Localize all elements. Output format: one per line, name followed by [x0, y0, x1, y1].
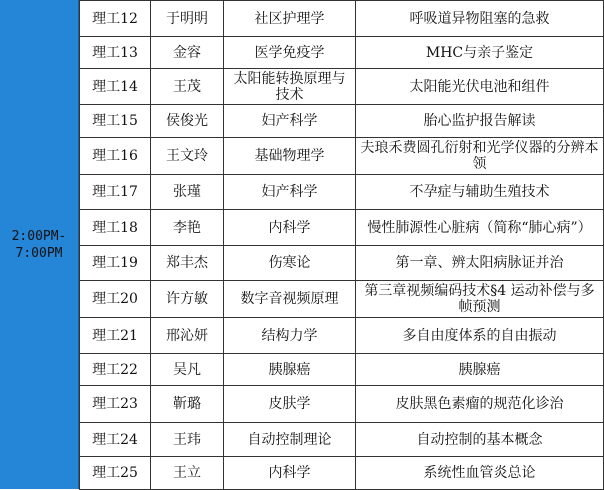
session-id: 理工15	[92, 113, 138, 129]
speaker-name: 张瑾	[173, 184, 201, 200]
speaker-name-cell	[151, 318, 224, 354]
lecture-title-cell	[356, 105, 604, 138]
course-name: 胰腺癌	[268, 361, 311, 378]
lecture-title: 多自由度体系的自由振动	[402, 327, 557, 344]
table-row	[80, 386, 604, 423]
course-name: 伤寒论	[268, 255, 311, 271]
lecture-title: 皮肤黑色素瘤的规范化诊治	[395, 396, 564, 412]
course-name: 内科学	[268, 219, 311, 236]
table-row	[80, 423, 604, 457]
course-name: 结构力学	[261, 327, 318, 344]
table-row	[80, 69, 604, 105]
speaker-name-cell	[151, 210, 224, 246]
lecture-title: MHC与亲子鉴定	[425, 44, 534, 61]
speaker-name: 许方敏	[166, 291, 208, 307]
course-name: 自动控制理论	[247, 431, 332, 448]
course-name-cell	[224, 354, 356, 386]
time-slot-label: 2:00PM- 7:00PM	[11, 229, 67, 261]
session-id-cell	[80, 386, 151, 423]
session-id: 理工21	[92, 327, 138, 344]
speaker-name-cell	[151, 246, 224, 281]
speaker-name: 王茂	[173, 78, 201, 95]
course-name-cell	[224, 423, 356, 457]
session-id-cell	[80, 318, 151, 354]
lecture-title: 自动控制的基本概念	[416, 431, 543, 448]
lecture-title-cell	[356, 1, 604, 37]
session-id-cell	[80, 69, 151, 105]
speaker-name: 郑丰杰	[166, 255, 208, 271]
lecture-title-cell	[356, 386, 604, 423]
lecture-title: 第一章、辨太阳病脉证并治	[395, 255, 564, 271]
session-id: 理工18	[92, 219, 138, 236]
course-name-cell	[224, 281, 356, 318]
speaker-name-cell	[151, 1, 224, 37]
session-id: 理工25	[92, 465, 138, 481]
table-row	[80, 318, 604, 354]
lecture-title-cell	[356, 175, 604, 210]
session-id-cell	[80, 138, 151, 175]
table-row	[80, 281, 604, 318]
course-name-cell	[224, 175, 356, 210]
course-name-cell	[224, 69, 356, 105]
lecture-title: 第三章视频编码技术§4 运动补偿与多帧预测	[364, 283, 595, 315]
course-name: 皮肤学	[268, 396, 311, 412]
course-name: 基础物理学	[254, 148, 325, 164]
course-name: 社区护理学	[254, 10, 325, 27]
speaker-name-cell	[151, 457, 224, 490]
lecture-title-cell	[356, 457, 604, 490]
table-row	[80, 175, 604, 210]
lecture-title: 胎心监护报告解读	[423, 113, 536, 129]
speaker-name-cell	[151, 69, 224, 105]
schedule-table	[79, 0, 604, 490]
session-id: 理工22	[92, 361, 138, 378]
table-row	[80, 246, 604, 281]
lecture-title: 夫琅禾费圆孔衍射和光学仪器的分辨本领	[360, 140, 599, 172]
speaker-name-cell	[151, 423, 224, 457]
speaker-name: 王玮	[173, 431, 201, 448]
course-name-cell	[224, 246, 356, 281]
course-name-cell	[224, 37, 356, 69]
course-name: 内科学	[268, 465, 311, 481]
course-name-cell	[224, 210, 356, 246]
lecture-title-cell	[356, 354, 604, 386]
session-id: 理工16	[92, 148, 138, 164]
lecture-title-cell	[356, 69, 604, 105]
course-name: 太阳能转换原理与技术	[233, 70, 346, 103]
speaker-name-cell	[151, 105, 224, 138]
session-id: 理工14	[92, 78, 138, 95]
speaker-name-cell	[151, 386, 224, 423]
speaker-name-cell	[151, 281, 224, 318]
time-slot-cell	[0, 0, 79, 489]
course-name: 医学免疫学	[254, 44, 325, 61]
table-row	[80, 210, 604, 246]
lecture-title-cell	[356, 246, 604, 281]
course-name: 妇产科学	[261, 113, 318, 129]
speaker-name: 于明明	[166, 10, 208, 27]
lecture-title-cell	[356, 138, 604, 175]
session-id-cell	[80, 210, 151, 246]
lecture-title: 太阳能光伏电池和组件	[409, 78, 550, 95]
lecture-title-cell	[356, 281, 604, 318]
course-name: 妇产科学	[261, 184, 318, 200]
session-id-cell	[80, 175, 151, 210]
session-id-cell	[80, 354, 151, 386]
session-id: 理工12	[92, 10, 138, 27]
table-row	[80, 138, 604, 175]
session-id: 理工20	[92, 291, 138, 307]
speaker-name-cell	[151, 138, 224, 175]
session-id-cell	[80, 1, 151, 37]
speaker-name: 靳璐	[173, 396, 201, 412]
speaker-name: 李艳	[173, 219, 201, 236]
session-id: 理工17	[92, 184, 138, 200]
speaker-name: 王文玲	[166, 148, 208, 164]
lecture-title-cell	[356, 37, 604, 69]
session-id: 理工23	[92, 396, 138, 412]
session-id: 理工24	[92, 431, 138, 448]
course-name-cell	[224, 386, 356, 423]
session-id-cell	[80, 105, 151, 138]
session-id-cell	[80, 423, 151, 457]
lecture-title: 呼吸道异物阻塞的急救	[409, 10, 550, 27]
table-row	[80, 105, 604, 138]
table-row	[80, 37, 604, 69]
lecture-title-cell	[356, 210, 604, 246]
course-name: 数字音视频原理	[240, 291, 339, 307]
lecture-title: 不孕症与辅助生殖技术	[409, 184, 550, 200]
lecture-title-cell	[356, 318, 604, 354]
session-id-cell	[80, 246, 151, 281]
speaker-name: 吴凡	[173, 361, 201, 378]
session-id-cell	[80, 281, 151, 318]
course-name-cell	[224, 138, 356, 175]
lecture-title: 胰腺癌	[458, 361, 501, 378]
table-row	[80, 457, 604, 490]
speaker-name: 侯俊光	[166, 113, 208, 129]
session-id: 理工13	[92, 44, 138, 61]
course-name-cell	[224, 1, 356, 37]
course-name-cell	[224, 318, 356, 354]
speaker-name-cell	[151, 354, 224, 386]
speaker-name: 金容	[173, 44, 201, 61]
lecture-title-cell	[356, 423, 604, 457]
speaker-name-cell	[151, 37, 224, 69]
session-id-cell	[80, 457, 151, 490]
speaker-name-cell	[151, 175, 224, 210]
table-row	[80, 1, 604, 37]
session-id: 理工19	[92, 255, 138, 271]
course-name-cell	[224, 105, 356, 138]
speaker-name: 王立	[173, 465, 201, 481]
speaker-name: 邢沁妍	[166, 327, 208, 344]
course-name-cell	[224, 457, 356, 490]
table-row	[80, 354, 604, 386]
lecture-title: 系统性血管炎总论	[423, 465, 536, 481]
lecture-title: 慢性肺源性心脏病（简称“肺心病”）	[367, 219, 592, 236]
session-id-cell	[80, 37, 151, 69]
